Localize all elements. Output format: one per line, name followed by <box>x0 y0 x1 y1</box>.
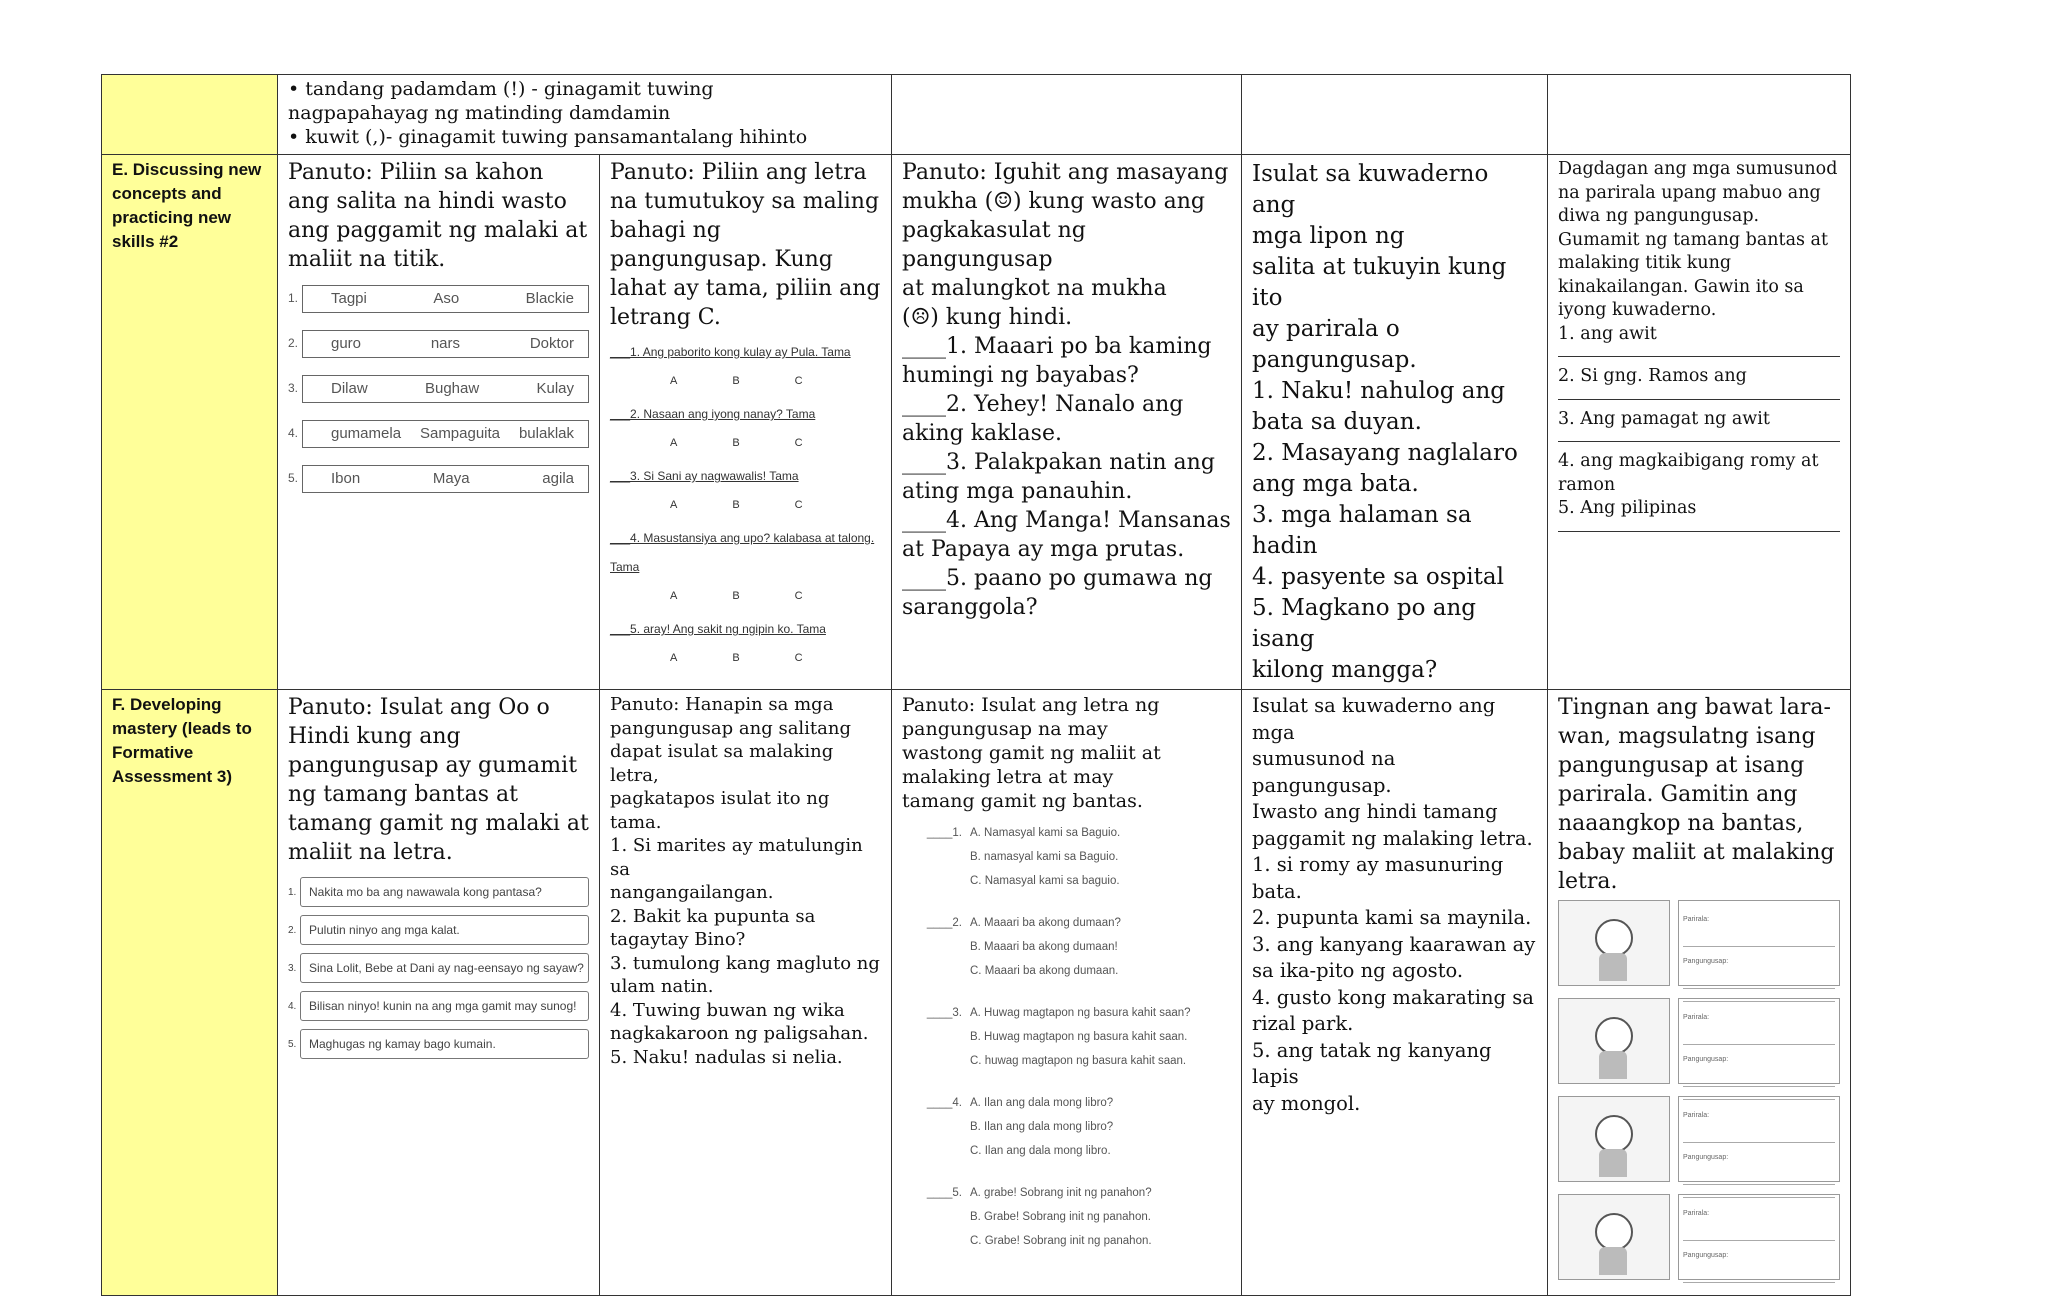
f-col5: Tingnan ang bawat lara- wan, magsulatng isang pangungusap at isang parirala. Gamitin ang naaangkop na bantas, babay maliit at malaking letra. Parirala: Pangungusap: Parirala: Pangungusap: Parirala: Pangungusap: Parirala: Pangungusap: <box>1548 690 1851 1296</box>
table-row <box>102 75 1851 155</box>
row-label-empty <box>102 75 278 155</box>
f-col1 <box>278 690 600 1296</box>
f1-instructions: Panuto: Isulat ang Oo o Hindi kung ang pangungusap ay gumamit ng tamang bantas at tamang gamit ng malaki at maliit na letra. <box>288 695 589 865</box>
e-col3: Panuto: Iguhit ang masayang mukha (☺) kung wasto ang pagkakasulat ng pangungusap at malungkot na mukha (☹) kung hindi. ____1. Maaari po ba kaming humingi ng bayabas? ____2. Yehey! Nanalo ang aking kaklase. ____3. Palakpakan natin ang ating mga panauhin. ____4. Ang Manga! Mansanas at Papaya ay mga prutas. ____5. paano po gumawa ng saranggola? <box>892 155 1242 690</box>
note-line: nagpapahayag ng matinding damdamin <box>288 102 671 124</box>
picture-exercise <box>1558 900 1840 1280</box>
picture-item: Parirala: Pangungusap: <box>1558 998 1840 1084</box>
e-col2 <box>600 155 892 690</box>
word-box-row: 1. Tagpi Aso Blackie <box>288 280 589 317</box>
illustration-image <box>1558 1096 1670 1182</box>
e2-instructions: Panuto: Piliin ang letra na tumutukoy sa maling bahagi ng pangungusap. Kung lahat ay tama, piliin ang letrang C. <box>610 160 881 330</box>
e2-items: ___1. Ang paborito kong kulay ay Pula. Tama ABC ___2. Nasaan ang iyong nanay? Tama ABC ___3. Si Sani ay nagwawalis! Tama ABC ___4. Masustansiya ang upo? kalabasa at talong. Tama ABC ___5. aray! Ang sakit ng ngipin ko. Tama ABC <box>610 345 875 664</box>
f-col4: Isulat sa kuwaderno ang mga sumusunod na pangungusap. Iwasto ang hindi tamang paggamit ng malaking letra. 1. si romy ay masunuring bata. 2. pupunta kami sa maynila. 3. ang kanyang kaarawan ay sa ika-pito ng agosto. 4. gusto kong makarating sa rizal park. 5. ang tatak ng kanyang lapis ay mongol. <box>1242 690 1548 1296</box>
f-col3: Panuto: Isulat ang letra ng pangungusap na may wastong gamit ng maliit at malaking letra at may tamang gamit ng bantas. ____1. A. Namasyal kami sa Baguio. B. namasyal kami sa Baguio. C. Namasyal kami sa baguio. ____2. A. Maaari ba akong dumaan? B. Maaari ba akong dumaan! C. Maaari ba akong dumaan. ____3. A. Huwag magtapon ng basura kahit saan? B. Huwag magtapon ng basura kahit saan. C. huwag magtapon ng basura kahit saan. ____4. A. Ilan ang dala mong libro? B. Ilan ang dala mong libro? C. Ilan ang dala mong libro. ____5. A. grabe! Sobrang init ng panahon? B. Grabe! Sobrang init ng panahon. C. Grabe! Sobrang init ng panahon. <box>892 690 1242 1296</box>
punctuation-notes <box>278 75 892 155</box>
word-box-row: 2. guro nars Doktor <box>288 325 589 362</box>
empty-cell <box>1242 75 1548 155</box>
note-line: • kuwit (,)- ginagamit tuwing pansamantalang hihinto <box>288 126 808 148</box>
empty-cell <box>1548 75 1851 155</box>
illustration-image <box>1558 900 1670 986</box>
f3-option-groups: ____1. A. Namasyal kami sa Baguio. B. namasyal kami sa Baguio. C. Namasyal kami sa baguio. ____2. A. Maaari ba akong dumaan? B. Maaari ba akong dumaan! C. Maaari ba akong dumaan. ____3. A. Huwag magtapon ng basura kahit saan? B. Huwag magtapon ng basura kahit saan. C. huwag magtapon ng basura kahit saan. ____4. A. Ilan ang dala mong libro? B. Ilan ang dala mong libro? C. Ilan ang dala mong libro. ____5. A. grabe! Sobrang init ng panahon? B. Grabe! Sobrang init ng panahon. C. Grabe! Sobrang init ng panahon. <box>926 827 1191 1247</box>
note-line: • tandang padamdam (!) - ginagamit tuwing <box>288 78 714 100</box>
lesson-plan-table <box>101 74 1851 1296</box>
e-col4: Isulat sa kuwaderno ang mga lipon ng salita at tukuyin kung ito ay parirala o pangungusap. 1. Naku! nahulog ang bata sa duyan. 2. Masayang naglalaro ang mga bata. 3. mga halaman sa hadin 4. pasyente sa ospital 5. Magkano po ang isang kilong mangga? <box>1242 155 1548 690</box>
f1-sentence-boxes: 1. Nakita mo ba ang nawawala kong pantasa? 2. Pulutin ninyo ang mga kalat. 3. Sina Lolit, Bebe at Dani ay nag-eensayo ng sayaw? 4. Bilisan ninyo! kunin na ang mga gamit may sunog! 5. Maghugas ng kamay bago kumain. <box>288 877 589 1059</box>
row-label-f: F. Developing mastery (leads to Formative Assessment 3) <box>102 690 278 1296</box>
picture-item: Parirala: Pangungusap: <box>1558 1096 1840 1182</box>
empty-cell <box>892 75 1242 155</box>
picture-item: Parirala: Pangungusap: <box>1558 900 1840 986</box>
word-box-row: 4. gumamela Sampaguita bulaklak <box>288 415 589 452</box>
word-box-row: 5. Ibon Maya agila <box>288 460 589 497</box>
row-label-e: E. Discussing new concepts and practicing new skills #2 <box>102 155 278 690</box>
e1-word-boxes <box>288 280 589 497</box>
illustration-image <box>1558 1194 1670 1280</box>
e-col1 <box>278 155 600 690</box>
e1-instructions: Panuto: Piliin sa kahon ang salita na hindi wasto ang paggamit ng malaki at maliit na titik. <box>288 160 588 272</box>
e5-instructions: Dagdagan ang mga sumusunod na parirala upang mabuo ang diwa ng pangungusap. Gumamit ng tamang bantas at malaking titik kung kinakailangan. Gawin ito sa iyong kuwaderno. <box>1558 159 1838 320</box>
illustration-image <box>1558 998 1670 1084</box>
f-col2: Panuto: Hanapin sa mga pangungusap ang salitang dapat isulat sa malaking letra, pagkatapos isulat ito ng tama. 1. Si marites ay matulungin sa nangangailangan. 2. Bakit ka pupunta sa tagaytay Bino? 3. tumulong kang magluto ng ulam natin. 4. Tuwing buwan ng wika nagkakaroon ng paligsahan. 5. Naku! nadulas si nelia. <box>600 690 892 1296</box>
table-row <box>102 690 1851 1296</box>
word-box-row: 3. Dilaw Bughaw Kulay <box>288 370 589 407</box>
table-row <box>102 155 1851 690</box>
e-col5: Dagdagan ang mga sumusunod na parirala upang mabuo ang diwa ng pangungusap. Gumamit ng tamang bantas at malaking titik kung kinakailangan. Gawin ito sa iyong kuwaderno. 1. ang awit 2. Si gng. Ramos ang 3. Ang pamagat ng awit 4. ang magkaibigang romy at ramon 5. Ang pilipinas <box>1548 155 1851 690</box>
picture-item: Parirala: Pangungusap: <box>1558 1194 1840 1280</box>
